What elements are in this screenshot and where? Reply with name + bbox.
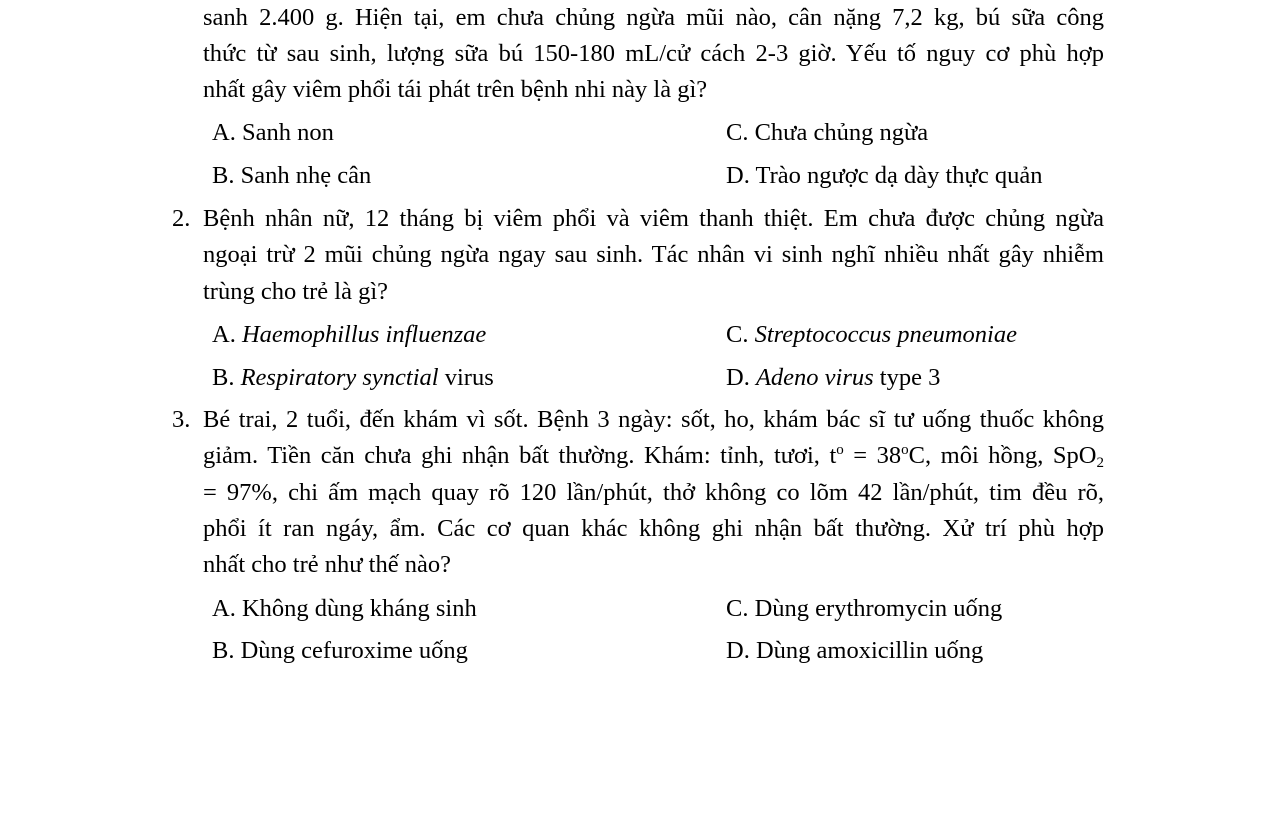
question-3-number: 3. xyxy=(172,406,191,433)
line-text: giảm. Tiền căn chưa ghi nhận bất thường. Khám: tỉnh, tươi, t xyxy=(203,442,837,469)
question-2-option-c[interactable] xyxy=(726,320,1017,350)
question-1-option-a[interactable]: A. Sanh non xyxy=(212,119,334,146)
option-letter: D. xyxy=(726,364,750,391)
subscript: 2 xyxy=(1096,455,1104,471)
question-2-line-2: ngoại trừ 2 mũi chủng ngừa ngay sau sinh. Tác nhân vi sinh nghĩ nhiều nhất gây nhiễm xyxy=(203,241,1104,268)
question-2-number: 2. xyxy=(172,205,191,232)
question-2-line-1: Bệnh nhân nữ, 12 tháng bị viêm phổi và viêm thanh thiệt. Em chưa được chủng ngừa xyxy=(203,205,1104,232)
question-3-line-5: nhất cho trẻ như thế nào? xyxy=(203,551,451,578)
question-3-line-3: = 97%, chi ấm mạch quay rõ 120 lần/phút, thở không co lõm 42 lần/phút, tim đều rõ, xyxy=(203,479,1104,506)
superscript: o xyxy=(836,442,844,458)
question-1-line-1: sanh 2.400 g. Hiện tại, em chưa chủng ngừa mũi nào, cân nặng 7,2 kg, bú sữa công xyxy=(203,4,1104,31)
superscript: o xyxy=(901,442,909,458)
option-text-italic: Haemophillus influenzae xyxy=(241,321,487,348)
question-1-option-b[interactable]: B. Sanh nhẹ cân xyxy=(212,162,372,189)
line-text: = 38 xyxy=(843,442,902,469)
question-2-option-d[interactable] xyxy=(726,363,940,393)
question-2-line-3: trùng cho trẻ là gì? xyxy=(203,278,389,305)
question-3-option-d[interactable]: D. Dùng amoxicillin uống xyxy=(726,637,984,664)
line-text: C, môi hồng, SpO xyxy=(908,442,1097,469)
question-1-line-3: nhất gây viêm phổi tái phát trên bệnh nhi này là gì? xyxy=(203,76,708,103)
question-3-option-b[interactable]: B. Dùng cefuroxime uống xyxy=(212,637,468,664)
option-text: virus xyxy=(444,364,494,391)
question-1-line-2: thức từ sau sinh, lượng sữa bú 150-180 mL/cử cách 2-3 giờ. Yếu tố nguy cơ phù hợp xyxy=(203,40,1104,67)
question-2-option-b[interactable] xyxy=(212,363,494,393)
question-1-option-c[interactable]: C. Chưa chủng ngừa xyxy=(726,119,929,146)
question-3-line-2 xyxy=(203,441,1104,471)
option-text-italic: Streptococcus pneumoniae xyxy=(754,321,1017,348)
question-3-option-a[interactable]: A. Không dùng kháng sinh xyxy=(212,595,477,622)
question-3-line-4: phổi ít ran ngáy, ẩm. Các cơ quan khác không ghi nhận bất thường. Xử trí phù hợp xyxy=(203,515,1104,542)
question-3-line-1: Bé trai, 2 tuổi, đến khám vì sốt. Bệnh 3 ngày: sốt, ho, khám bác sĩ tư uống thuốc không xyxy=(203,406,1104,433)
question-3-option-c[interactable]: C. Dùng erythromycin uống xyxy=(726,595,1003,622)
question-1-option-d[interactable]: D. Trào ngược dạ dày thực quản xyxy=(726,162,1043,189)
question-2-option-a[interactable] xyxy=(212,320,486,350)
option-letter: C. xyxy=(726,321,749,348)
option-text-italic: Adeno virus xyxy=(755,364,874,391)
option-text: type 3 xyxy=(879,364,941,391)
option-text-italic: Respiratory synctial xyxy=(240,364,439,391)
option-letter: B. xyxy=(212,364,235,391)
option-letter: A. xyxy=(212,321,236,348)
